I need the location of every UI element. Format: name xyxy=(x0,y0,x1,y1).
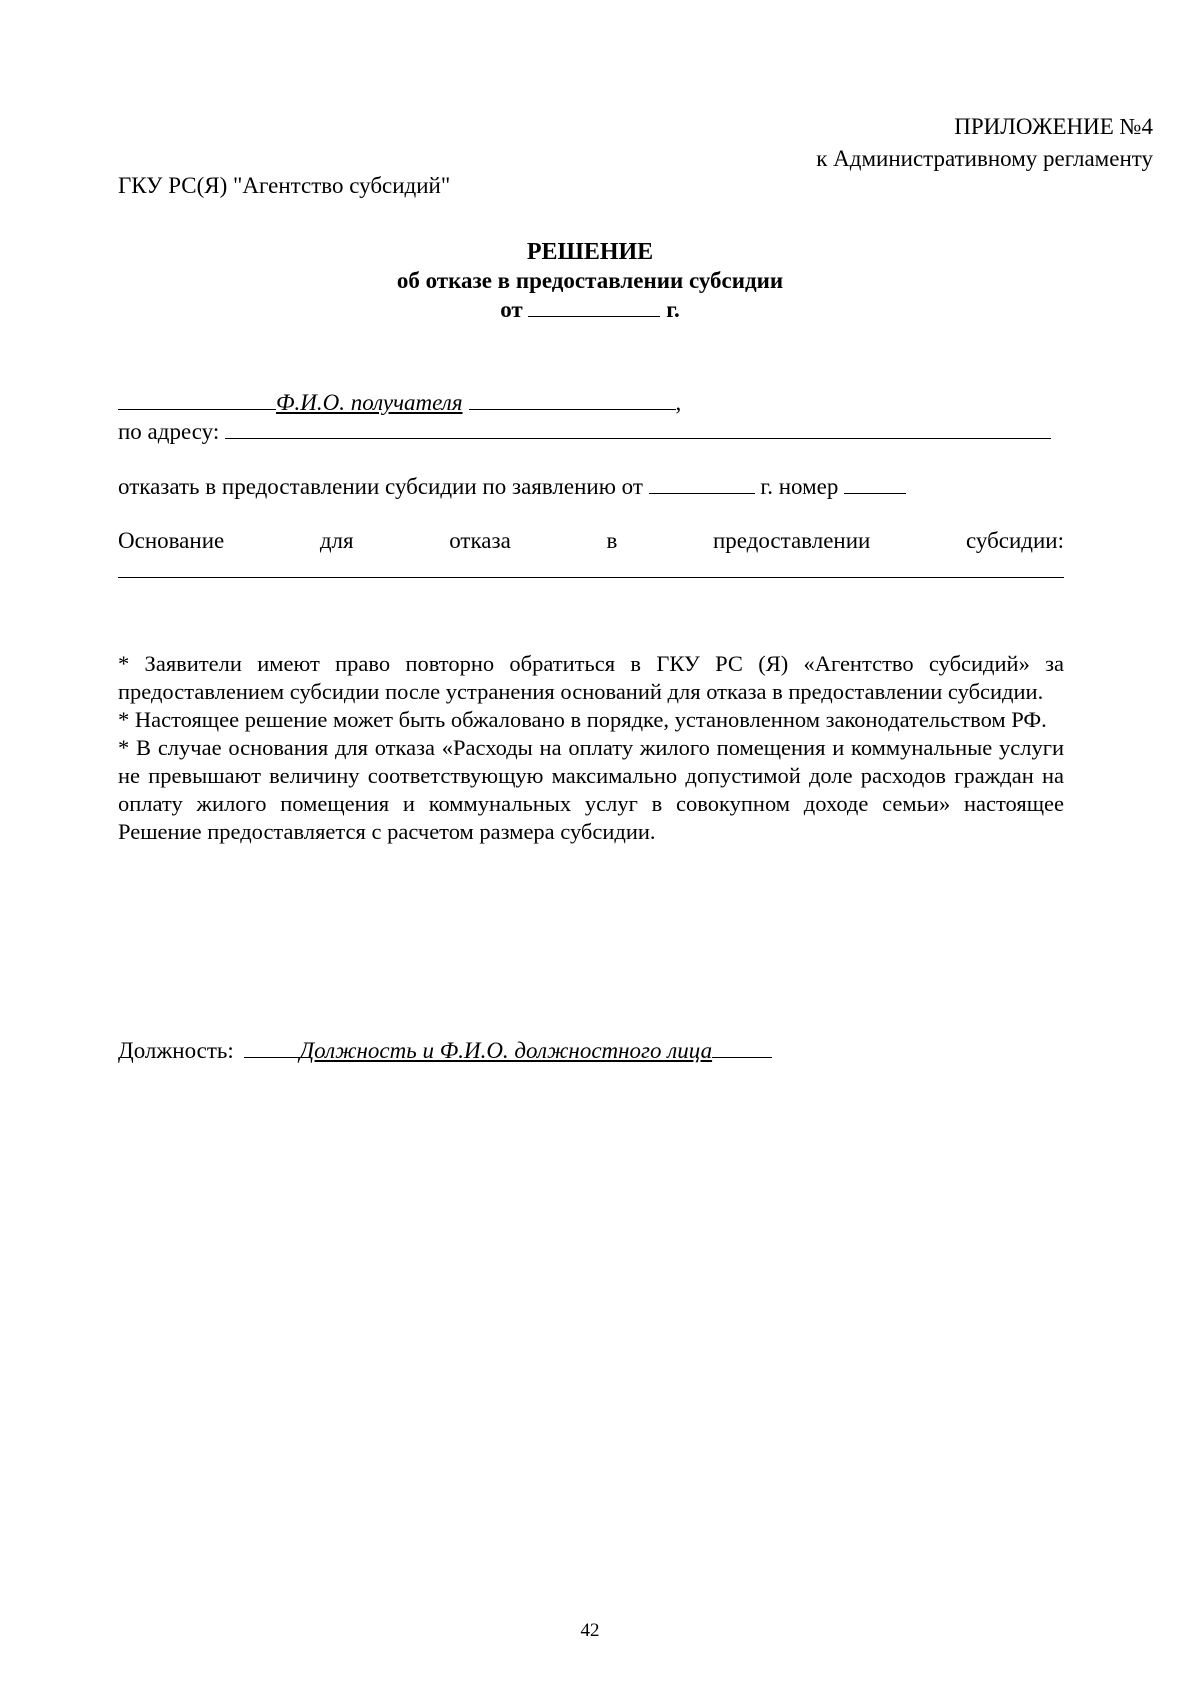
date-suffix: г. xyxy=(666,297,680,322)
position-label: Должность: xyxy=(118,1038,234,1063)
date-blank-field[interactable] xyxy=(528,298,660,317)
document-title: РЕШЕНИЕ xyxy=(526,239,654,265)
note-paragraph: * Заявители имеют право повторно обратиться в ГКУ РС (Я) «Агентство субсидий» за предоставлением субсидии после устранения оснований для отказа в предоставлении субсидии. xyxy=(118,651,1064,704)
page-number: 42 xyxy=(580,1620,600,1641)
organization-name: ГКУ РС(Я) "Агентство субсидий" xyxy=(118,173,451,198)
basis-word: в xyxy=(606,528,618,553)
document-subtitle: об отказе в предоставлении субсидии xyxy=(396,268,784,293)
refusal-year-suffix: г. номер xyxy=(760,474,839,499)
date-prefix: от xyxy=(500,297,523,322)
application-date-blank[interactable] xyxy=(649,475,755,494)
basis-blank-field[interactable] xyxy=(118,577,1064,578)
appendix-subtitle: к Административному регламенту xyxy=(816,146,1153,171)
notes-section xyxy=(118,650,1064,846)
position-blank-right[interactable] xyxy=(712,1039,772,1058)
appendix-title: ПРИЛОЖЕНИЕ №4 xyxy=(954,114,1153,139)
address-line xyxy=(118,418,1051,446)
refusal-line xyxy=(118,473,906,501)
address-label: по адресу: xyxy=(118,419,220,444)
signature-line xyxy=(118,1037,772,1065)
position-value[interactable]: Должность и Ф.И.О. должностного лица xyxy=(299,1038,713,1063)
recipient-blank-left[interactable] xyxy=(118,391,276,410)
basis-word: субсидии: xyxy=(965,528,1064,553)
basis-line xyxy=(118,527,1064,555)
address-blank-field[interactable] xyxy=(225,420,1051,439)
basis-word: предоставлении xyxy=(712,528,871,553)
recipient-line xyxy=(118,389,681,417)
basis-word: для xyxy=(319,528,354,553)
basis-word: отказа xyxy=(449,528,511,553)
application-number-blank[interactable] xyxy=(844,475,906,494)
position-blank-left[interactable] xyxy=(244,1039,300,1058)
refusal-text: отказать в предоставлении субсидии по заявлению от xyxy=(118,474,643,499)
recipient-blank-right[interactable] xyxy=(469,391,676,410)
note-paragraph: * Настоящее решение может быть обжаловано в порядке, установленном законодательством РФ. xyxy=(118,707,1047,732)
recipient-name-placeholder[interactable]: Ф.И.О. получателя xyxy=(276,390,463,415)
note-paragraph: * В случае основания для отказа «Расходы на оплату жилого помещения и коммунальные услуги не превышают величину соответствующую максимально допустимой доле расходов граждан на оплату жилого помещения и коммунальных услуг в совокупном доходе семьи» настоящее Решение предоставляется с расчетом размера субсидии. xyxy=(118,735,1064,844)
basis-word: Основание xyxy=(118,528,225,553)
document-date-line xyxy=(0,296,1180,324)
recipient-comma: , xyxy=(675,390,682,415)
